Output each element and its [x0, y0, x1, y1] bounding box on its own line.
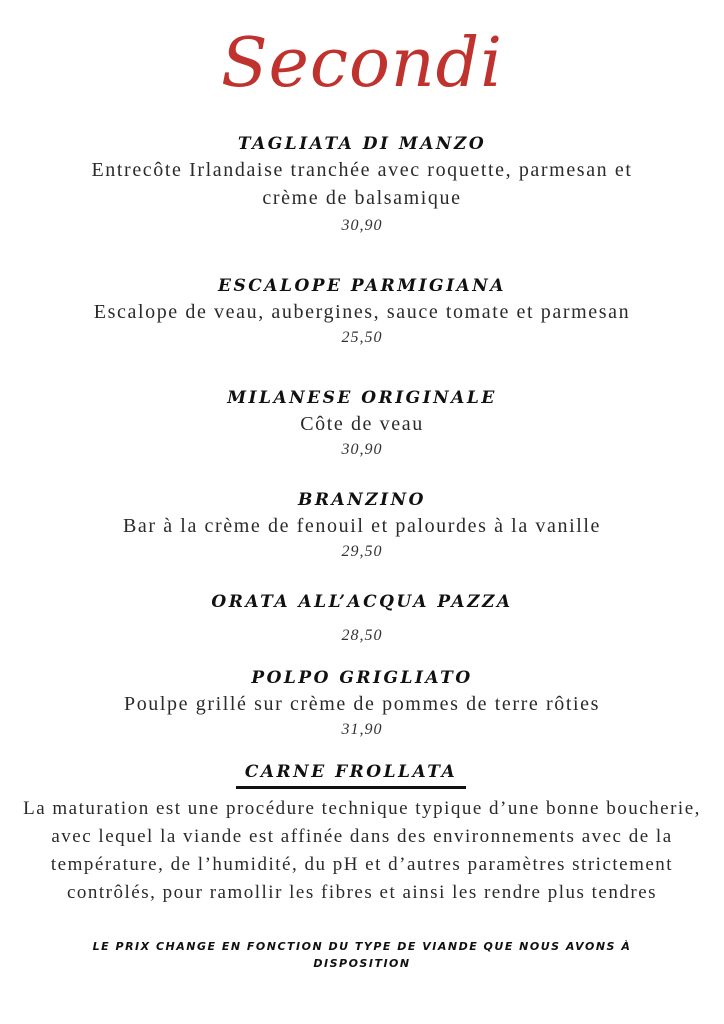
- menu-item-escalope: [0, 274, 724, 350]
- menu-item-milanese: [0, 386, 724, 462]
- dish-price: 25,50: [341, 329, 383, 346]
- dish-name: ESCALOPE PARMIGIANA: [218, 276, 506, 296]
- dish-name: POLPO GRIGLIATO: [251, 668, 473, 688]
- menu-item-tagliata: [0, 132, 724, 238]
- dish-price: 30,90: [341, 441, 383, 458]
- page-title: Secondi: [221, 24, 503, 103]
- dish-description: Bar à la crème de fenouil et palourdes à la vanille: [122, 515, 602, 537]
- dish-price: 28,50: [341, 627, 383, 644]
- menu-item-orata: [0, 590, 724, 648]
- menu-item-polpo: [0, 666, 724, 742]
- dish-name: BRANZINO: [298, 490, 426, 510]
- dish-description: Escalope de veau, aubergines, sauce tomate et parmesan: [93, 301, 631, 323]
- dish-description: [0, 614, 724, 624]
- dish-description: Entrecôte Irlandaise tranchée avec roquette, parmesan et crème de balsamique: [91, 159, 633, 209]
- dish-name: ORATA ALL’ACQUA PAZZA: [211, 592, 513, 612]
- dish-price: 31,90: [341, 721, 383, 738]
- dish-name: TAGLIATA DI MANZO: [237, 134, 487, 154]
- dish-description: Poulpe grillé sur crème de pommes de terre rôties: [123, 693, 601, 715]
- dish-price: 30,90: [341, 217, 383, 234]
- price-footnote: LE PRIX CHANGE EN FONCTION DU TYPE DE VIANDE QUE NOUS AVONS À DISPOSITION: [92, 940, 632, 970]
- carne-frollata-description: La maturation est une procédure technique typique d’une bonne boucherie, avec lequel la viande est affinée dans des environnements avec de la température, de l’humidité, du pH et d’autres paramètres strictement contrôlés, pour ramollir les fibres et ainsi les rendre plus tendres: [23, 798, 701, 903]
- carne-frollata-heading: CARNE FROLLATA: [236, 760, 466, 789]
- dish-price: 29,50: [341, 543, 383, 560]
- dish-description: Côte de veau: [300, 413, 424, 435]
- dish-name: MILANESE ORIGINALE: [227, 388, 497, 408]
- menu-item-branzino: [0, 488, 724, 564]
